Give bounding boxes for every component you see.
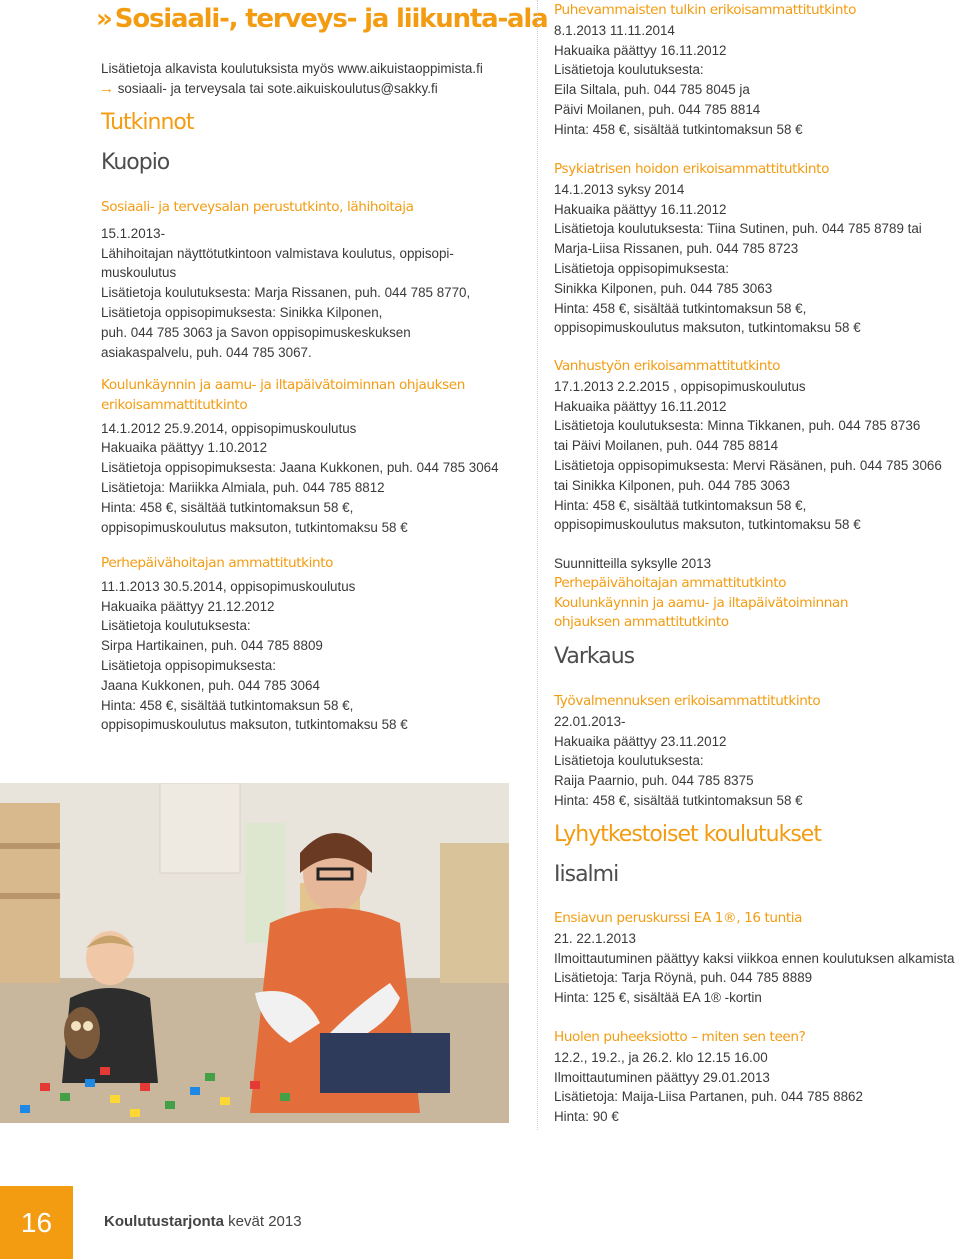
- section-title: Huolen puheeksiotto – miten sen teen?: [554, 1029, 806, 1045]
- section-title: Työvalmennuksen erikoisammattitutkinto: [554, 693, 821, 709]
- heading-tutkinnot: Tutkinnot: [101, 110, 194, 135]
- section-line: Lisätietoja oppisopimuksesta: Jaana Kukkonen, puh. 044 785 3064: [101, 460, 499, 476]
- section-line: Raija Paarnio, puh. 044 785 8375: [554, 773, 754, 789]
- section-title: Ensiavun peruskurssi EA 1®, 16 tuntia: [554, 910, 803, 926]
- section-line: 12.2., 19.2., ja 26.2. klo 12.15 16.00: [554, 1049, 768, 1065]
- intro-line-2: [101, 79, 438, 99]
- section-tyovalmennuksen: [554, 692, 820, 811]
- arrow-right-icon: →: [99, 80, 114, 97]
- section-line: Hinta: 458 €, sisältää tutkintomaksun 58 €,: [554, 497, 807, 513]
- section-line: Lisätietoja: Tarja Röynä, puh. 044 785 8889: [554, 970, 813, 986]
- section-line: oppisopimuskoulutus maksuton, tutkintomaksu 58 €: [554, 517, 861, 533]
- section-line: oppisopimuskoulutus maksuton, tutkintomaksu 58 €: [554, 320, 861, 336]
- section-line: Lisätietoja: Maija-Liisa Partanen, puh. 044 785 8862: [554, 1089, 863, 1105]
- planned-title: Perhepäivähoitajan ammattitutkinto: [554, 574, 787, 591]
- section-line: Lisätietoja oppisopimuksesta:: [101, 657, 276, 673]
- section-title: erikoisammattitutkinto: [101, 396, 248, 413]
- section-line: 14.1.2012 25.9.2014, oppisopimuskoulutus: [101, 420, 357, 436]
- section-line: Hinta: 458 €, sisältää tutkintomaksun 58 €,: [554, 300, 807, 316]
- heading-kuopio: Kuopio: [101, 150, 170, 175]
- section-title: Koulunkäynnin ja aamu- ja iltapäivätoiminnan ohjauksen: [101, 377, 465, 393]
- section-line: Lisätietoja koulutuksesta: Minna Tikkanen, puh. 044 785 8736: [554, 418, 921, 434]
- section-line: Lisätietoja: Mariikka Almiala, puh. 044 785 8812: [101, 479, 385, 495]
- section-line: Päivi Moilanen, puh. 044 785 8814: [554, 101, 761, 117]
- section-line: Hinta: 458 €, sisältää tutkintomaksun 58 €,: [101, 499, 354, 515]
- intro-line-1: Lisätietoja alkavista koulutuksista myös www.aikuistaoppimista.fi: [101, 61, 483, 76]
- section-line: oppisopimuskoulutus maksuton, tutkintomaksu 58 €: [101, 717, 408, 733]
- section-line: Hakuaika päättyy 23.11.2012: [554, 733, 727, 749]
- photo: [0, 783, 509, 1123]
- photo-illustration: [0, 783, 509, 1123]
- planned-text: Suunnitteilla syksylle 2013: [554, 556, 712, 571]
- section-line: Hakuaika päättyy 21.12.2012: [101, 598, 275, 614]
- section-line: Ilmoittautuminen päättyy 29.01.2013: [554, 1069, 770, 1085]
- section-line: 8.1.2013 11.11.2014: [554, 22, 675, 38]
- section-puhevammaisten: [554, 1, 856, 140]
- section-title: Psykiatrisen hoidon erikoisammattitutkinto: [554, 161, 829, 177]
- section-line: Lisätietoja oppisopimuksesta: Mervi Räsänen, puh. 044 785 3066: [554, 457, 942, 473]
- planned-title: Koulunkäynnin ja aamu- ja iltapäivätoiminnan: [554, 594, 849, 611]
- section-line: Lisätietoja koulutuksesta:: [554, 753, 704, 769]
- section-line: Sirpa Hartikainen, puh. 044 785 8809: [101, 638, 323, 654]
- section-line: Ilmoittautuminen päättyy kaksi viikkoa ennen koulutuksen alkamista: [554, 950, 955, 966]
- section-line: Lisätietoja koulutuksesta:: [554, 62, 704, 78]
- planned-title: ohjauksen ammattitutkinto: [554, 614, 729, 631]
- footer-bold: Koulutustarjonta: [104, 1213, 224, 1230]
- footer-text: [104, 1213, 302, 1230]
- section-title: Vanhustyön erikoisammattitutkinto: [554, 358, 780, 374]
- section-line: Sinikka Kilponen, puh. 044 785 3063: [554, 280, 773, 296]
- section-line: Hakuaika päättyy 16.11.2012: [554, 42, 727, 58]
- page-number: 16: [0, 1186, 73, 1259]
- section-line: Hakuaika päättyy 16.11.2012: [554, 201, 727, 217]
- section-line: 11.1.2013 30.5.2014, oppisopimuskoulutus: [101, 578, 356, 594]
- section-line: Lisätietoja koulutuksesta: Marja Rissanen, puh. 044 785 8770,: [101, 285, 471, 301]
- section-psykiatrisen: [554, 160, 922, 338]
- intro-line-2-text: sosiaali- ja terveysala tai sote.aikuiskoulutus@sakky.fi: [117, 81, 438, 96]
- section-line: asiakaspalvelu, puh. 044 785 3067.: [101, 344, 312, 360]
- section-line: Eila Siltala, puh. 044 785 8045 ja: [554, 82, 750, 98]
- section-line: Marja-Liisa Rissanen, puh. 044 785 8723: [554, 241, 799, 257]
- section-koulunkaynti: [101, 376, 499, 537]
- page-title-text: Sosiaali-, terveys- ja liikunta-ala: [114, 4, 548, 34]
- section-title: Perhepäivähoitajan ammattitutkinto: [101, 555, 334, 571]
- section-line: Lisätietoja oppisopimuksesta:: [554, 260, 729, 276]
- section-line: Lisätietoja koulutuksesta: Tiina Sutinen, puh. 044 785 8789 tai: [554, 221, 922, 237]
- section-perhepaivahoitaja: [101, 554, 408, 735]
- section-line: Hinta: 458 €, sisältää tutkintomaksun 58 €: [554, 121, 803, 137]
- section-line: 21. 22.1.2013: [554, 930, 636, 946]
- section-line: Lisätietoja koulutuksesta:: [101, 618, 251, 634]
- section-line: Hinta: 458 €, sisältää tutkintomaksun 58 €,: [101, 697, 354, 713]
- section-line: puh. 044 785 3063 ja Savon oppisopimuskeskuksen: [101, 324, 411, 340]
- section-line: oppisopimuskoulutus maksuton, tutkintomaksu 58 €: [101, 519, 408, 535]
- section-line: Hakuaika päättyy 16.11.2012: [554, 398, 727, 414]
- section-suunnitteilla: [554, 554, 848, 633]
- section-line: tai Sinikka Kilponen, puh. 044 785 3063: [554, 477, 791, 493]
- section-line: Lähihoitajan näyttötutkintoon valmistava koulutus, oppisopi-: [101, 245, 454, 261]
- heading-iisalmi: Iisalmi: [554, 862, 619, 887]
- footer-rest: kevät 2013: [228, 1213, 302, 1230]
- section-line: 15.1.2013-: [101, 225, 166, 241]
- heading-lyhytkestoiset: Lyhytkestoiset koulutukset: [554, 822, 821, 847]
- section-line: Hinta: 90 €: [554, 1109, 619, 1125]
- section-line: Hakuaika päättyy 1.10.2012: [101, 440, 268, 456]
- section-line: 22.01.2013-: [554, 713, 626, 729]
- section-ensiapu: [554, 909, 954, 1008]
- page-title: [96, 4, 547, 34]
- double-chevron-icon: »: [96, 4, 107, 34]
- section-line: 17.1.2013 2.2.2015 , oppisopimuskoulutus: [554, 378, 806, 394]
- section-line: muskoulutus: [101, 265, 177, 281]
- section-title: Sosiaali- ja terveysalan perustutkinto, lähihoitaja: [101, 199, 414, 215]
- section-line: Hinta: 125 €, sisältää EA 1® -kortin: [554, 990, 762, 1006]
- heading-varkaus: Varkaus: [554, 644, 635, 669]
- section-title: Puhevammaisten tulkin erikoisammattitutkinto: [554, 2, 856, 18]
- section-lahihoitaja: [101, 198, 470, 362]
- section-line: Lisätietoja oppisopimuksesta: Sinikka Kilponen,: [101, 304, 383, 320]
- column-divider: [537, 0, 538, 1130]
- section-line: Hinta: 458 €, sisältää tutkintomaksun 58 €: [554, 792, 803, 808]
- section-huolen: [554, 1028, 863, 1127]
- section-line: Jaana Kukkonen, puh. 044 785 3064: [101, 677, 320, 693]
- section-vanhustyon: [554, 357, 942, 535]
- section-line: tai Päivi Moilanen, puh. 044 785 8814: [554, 438, 779, 454]
- section-line: 14.1.2013 syksy 2014: [554, 181, 685, 197]
